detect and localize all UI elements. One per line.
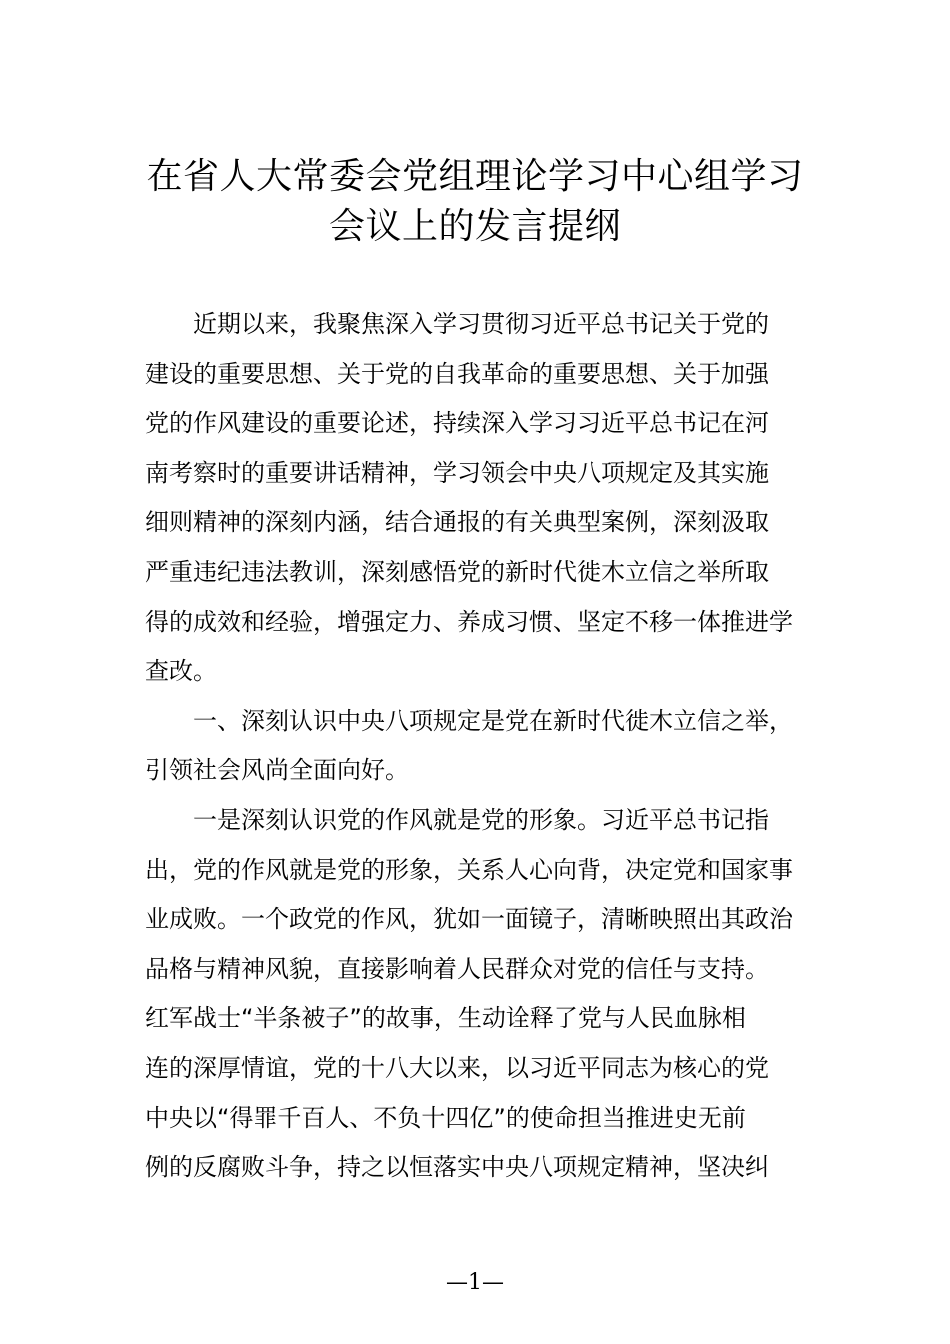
title-line: 在省人大常委会党组理论学习中心组学习 — [146, 156, 804, 197]
paragraph-line: 南考察时的重要讲话精神，学习领会中央八项规定及其实施 — [145, 458, 769, 487]
paragraph-line: 出，党的作风就是党的形象，关系人心向背，决定党和国家事 — [145, 855, 793, 884]
paragraph-line: 品格与精神风貌，直接影响着人民群众对党的信任与支持。 — [145, 954, 769, 983]
section-heading-line: 一、深刻认识中央八项规定是党在新时代徙木立信之举， — [193, 706, 793, 735]
page-number: —1— — [446, 1270, 504, 1295]
paragraph-line: 细则精神的深刻内涵，结合通报的有关典型案例，深刻汲取 — [145, 508, 769, 537]
paragraph-line: 例的反腐败斗争，持之以恒落实中央八项规定精神，坚决纠 — [145, 1153, 769, 1182]
paragraph-line: 建设的重要思想、关于党的自我革命的重要思想、关于加强 — [145, 359, 769, 388]
paragraph-line: 党的作风建设的重要论述，持续深入学习习近平总书记在河 — [145, 409, 769, 438]
document-body — [145, 300, 810, 1193]
paragraph-line: 得的成效和经验，增强定力、养成习惯、坚定不移一体推进学 — [145, 607, 793, 636]
paragraph-line: 近期以来，我聚焦深入学习贯彻习近平总书记关于党的 — [193, 310, 769, 338]
paragraph-line: 一是深刻认识党的作风就是党的形象。习近平总书记指 — [193, 805, 769, 834]
section-heading-line: 引领社会风尚全面向好。 — [145, 756, 409, 785]
paragraph-line: 查改。 — [145, 657, 217, 686]
title-line: 会议上的发言提纲 — [328, 206, 621, 247]
paragraph-line: 中央以“得罪千百人、不负十四亿”的使命担当推进史无前 — [145, 1103, 746, 1132]
paragraph-line: 严重违纪违法教训，深刻感悟党的新时代徙木立信之举所取 — [145, 557, 769, 586]
paragraph-line: 红军战士“半条被子”的故事，生动诠释了党与人民血脉相 — [145, 1004, 746, 1033]
document-title — [120, 152, 830, 252]
paragraph-line: 业成败。一个政党的作风，犹如一面镜子，清晰映照出其政治 — [145, 905, 793, 934]
paragraph-line: 连的深厚情谊，党的十八大以来，以习近平同志为核心的党 — [145, 1053, 769, 1082]
